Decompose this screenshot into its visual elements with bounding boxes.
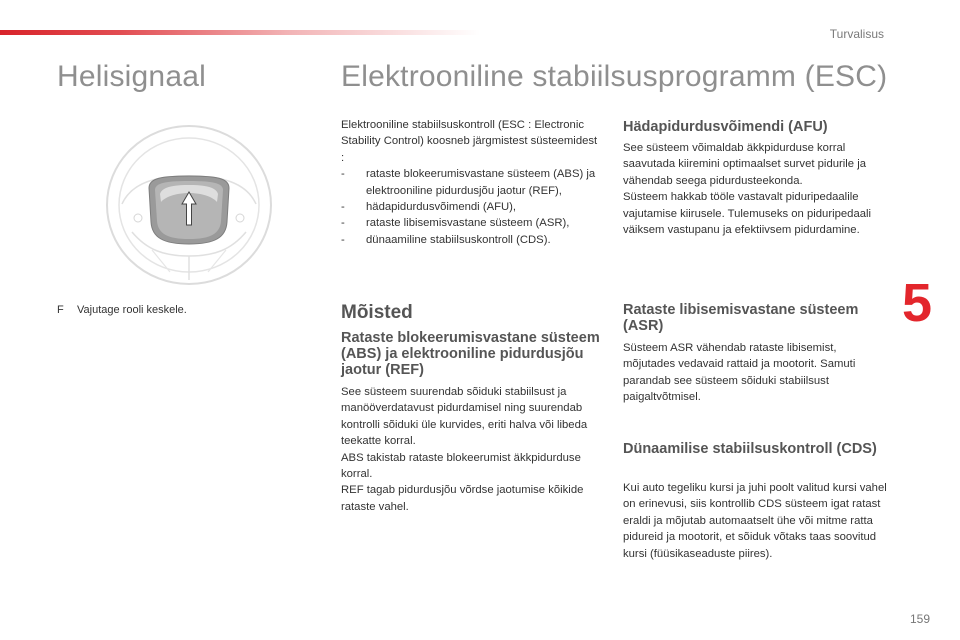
esc-intro-block (341, 117, 603, 248)
page-number: 159 (909, 612, 930, 626)
definitions-heading: Mõisted (341, 302, 413, 323)
esc-systems-list (341, 166, 603, 248)
list-item: - rataste libisemisvastane süsteem (ASR), (341, 217, 570, 230)
steering-wheel-illustration (102, 122, 276, 288)
horn-title: Helisignaal (57, 60, 206, 93)
asr-text: Süsteem ASR vähendab rataste libisemist, mõjutades vedavaid rattaid ja mootorit. Samuti parandab see süsteem sõiduki stabiilsust paigaltvõtmisel. (623, 342, 856, 404)
esc-intro-text: Elektrooniline stabiilsuskontroll (ESC : Electronic Stability Control) koosneb järgmistest süsteemidest : (341, 119, 598, 164)
header-accent-bar (0, 30, 480, 35)
afu-heading: Hädapidurdusvõimendi (AFU) (623, 119, 828, 135)
esc-title: Elektrooniline stabiilsusprogramm (ESC) (341, 60, 888, 93)
list-item: - dünaamiline stabiilsuskontroll (CDS). (341, 233, 551, 246)
section-title: Turvalisus (829, 27, 884, 41)
chapter-number: 5 (902, 273, 933, 333)
list-item: - hädapidurdusvõimendi (AFU), (341, 201, 517, 214)
horn-instruction-text: Vajutage rooli keskele. (77, 304, 187, 316)
list-item: - rataste blokeerumisvastane süsteem (ABS) ja elektrooniline pidurdusjõu jaotur (REF), (341, 168, 596, 197)
asr-heading: Rataste libisemisvastane süsteem (ASR) (623, 302, 859, 334)
abs-heading: Rataste blokeerumisvastane süsteem (ABS) ja elektrooniline pidurdusjõu jaotur (REF) (341, 330, 600, 378)
cds-heading: Dünaamilise stabiilsuskontroll (CDS) (623, 441, 877, 457)
abs-text: See süsteem suurendab sõiduki stabiilsust ja manööverdatavust pidurdamisel ning suurendab kontrolli sõiduki üle kurvides, eriti halva või libeda teekatte korral. ABS takistab rataste blokeerumist äkkpidurduse korral. REF tagab pidurdusjõu võrdse jaotumise kõikide rataste vahel. (341, 386, 588, 513)
bullet-marker: F (57, 304, 64, 316)
cds-text: Kui auto tegeliku kursi ja juhi poolt valitud kursi vahel on erinevusi, siis kontrollib CDS süsteem igat ratast eraldi ja mõjutab automaatselt ühe või mitme ratta pidureid ja mootorit, et sõiduk võtaks taas soovitud kursi (füüsikaseaduste piires). (623, 482, 887, 560)
afu-text: See süsteem võimaldab äkkpidurduse korral saavutada kiiremini optimaalset survet pidurile ja vähendab seega pidurdusteekonda. Süsteem hakkab tööle vastavalt piduripedaalile vajutamise kiirusele. Tulemuseks on piduripedaali väiksem vastupanu ja efektiivsem pidurdamine. (623, 142, 872, 237)
horn-instruction (57, 304, 187, 316)
